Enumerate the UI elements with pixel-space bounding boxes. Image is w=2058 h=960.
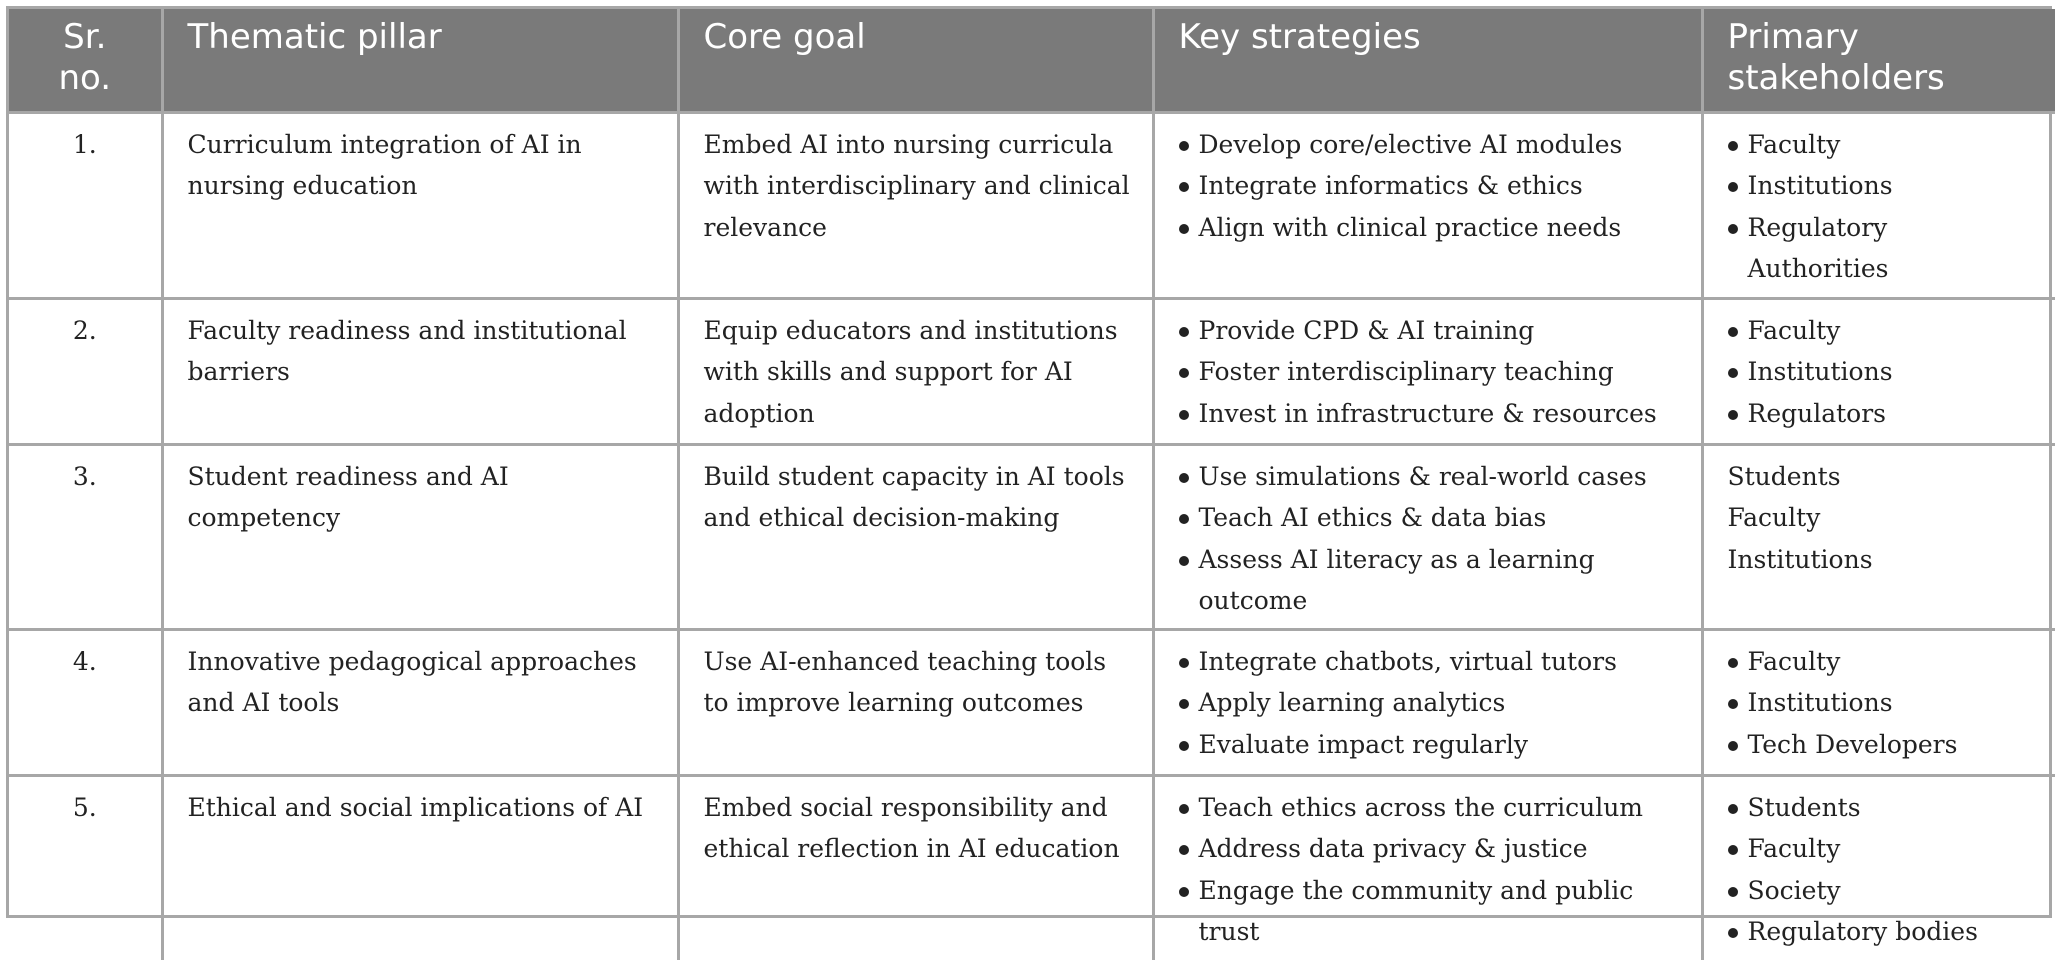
table-body <box>9 112 2055 960</box>
header-primary-stakeholders-label: Primary stakeholders <box>1727 17 1945 98</box>
stakeholder-item: Regulators <box>1728 393 2042 435</box>
table-row <box>9 629 2055 775</box>
strategy-item: Engage the community and public trust <box>1179 870 1687 953</box>
cell-thematic-pillar: Ethical and social implications of AI <box>162 775 678 960</box>
strategy-item: Assess AI literacy as a learning outcome <box>1179 539 1687 622</box>
cell-core-goal: Embed AI into nursing curricula with interdisciplinary and clinical relevance <box>678 112 1153 298</box>
cell-sr-no: 3. <box>9 444 162 629</box>
stakeholder-item: Faculty <box>1728 124 2042 166</box>
cell-core-goal: Embed social responsibility and ethical reflection in AI education <box>678 775 1153 960</box>
strategy-item: Provide CPD & AI training <box>1179 310 1687 352</box>
cell-key-strategies <box>1153 112 1702 298</box>
stakeholder-item: Regulatory bodies <box>1728 911 2042 953</box>
strategy-item: Teach ethics across the curriculum <box>1179 787 1687 829</box>
cell-primary-stakeholders <box>1702 444 2055 629</box>
strategy-item: Teach AI ethics & data bias <box>1179 497 1687 539</box>
strategy-item: Integrate informatics & ethics <box>1179 165 1687 207</box>
cell-primary-stakeholders <box>1702 629 2055 775</box>
cell-sr-no: 4. <box>9 629 162 775</box>
table-row <box>9 298 2055 444</box>
strategy-table <box>9 9 2055 960</box>
strategy-item: Align with clinical practice needs <box>1179 207 1687 249</box>
stakeholder-item: Faculty <box>1728 828 2042 870</box>
strategy-item: Develop core/elective AI modules <box>1179 124 1687 166</box>
cell-sr-no: 2. <box>9 298 162 444</box>
strategy-table-container <box>6 6 2052 946</box>
cell-core-goal: Build student capacity in AI tools and ethical decision-making <box>678 444 1153 629</box>
stakeholder-list <box>1728 456 2042 581</box>
table-row <box>9 444 2055 629</box>
strategy-item: Use simulations & real-world cases <box>1179 456 1687 498</box>
stakeholder-item: Institutions <box>1727 544 1873 574</box>
cell-thematic-pillar: Faculty readiness and institutional barriers <box>162 298 678 444</box>
cell-sr-no: 1. <box>9 112 162 298</box>
stakeholder-item: Regulatory Authorities <box>1728 207 2042 290</box>
stakeholder-item: Faculty <box>1728 310 2042 352</box>
stakeholder-item: Students <box>1727 461 1841 491</box>
stakeholder-item: Students <box>1728 787 2042 829</box>
cell-sr-no: 5. <box>9 775 162 960</box>
table-header <box>9 9 2055 112</box>
cell-thematic-pillar: Student readiness and AI competency <box>162 444 678 629</box>
header-sr-no-label: Sr. no. <box>58 17 112 98</box>
cell-core-goal: Equip educators and institutions with skills and support for AI adoption <box>678 298 1153 444</box>
cell-primary-stakeholders <box>1702 298 2055 444</box>
strategy-list <box>1179 310 1687 435</box>
cell-primary-stakeholders <box>1702 775 2055 960</box>
strategy-list <box>1179 456 1687 622</box>
strategy-item: Evaluate impact regularly <box>1179 724 1687 766</box>
stakeholder-item: Tech Developers <box>1728 724 2042 766</box>
header-key-strategies: Key strategies <box>1153 9 1702 112</box>
header-thematic-pillar: Thematic pillar <box>162 9 678 112</box>
stakeholder-list <box>1728 310 2042 435</box>
header-sr-no <box>9 9 162 112</box>
stakeholder-list <box>1728 641 2042 766</box>
cell-thematic-pillar: Innovative pedagogical approaches and AI tools <box>162 629 678 775</box>
strategy-item: Address data privacy & justice <box>1179 828 1687 870</box>
cell-key-strategies <box>1153 629 1702 775</box>
stakeholder-item: Faculty <box>1728 641 2042 683</box>
cell-primary-stakeholders <box>1702 112 2055 298</box>
strategy-item: Integrate chatbots, virtual tutors <box>1179 641 1687 683</box>
strategy-list <box>1179 641 1687 766</box>
table-row <box>9 775 2055 960</box>
cell-key-strategies <box>1153 444 1702 629</box>
stakeholder-item: Society <box>1728 870 2042 912</box>
cell-thematic-pillar: Curriculum integration of AI in nursing education <box>162 112 678 298</box>
stakeholder-item: Institutions <box>1728 682 2042 724</box>
strategy-item: Foster interdisciplinary teaching <box>1179 351 1687 393</box>
stakeholder-item: Institutions <box>1728 351 2042 393</box>
cell-key-strategies <box>1153 775 1702 960</box>
stakeholder-item: Faculty <box>1727 503 1821 532</box>
header-core-goal: Core goal <box>678 9 1153 112</box>
stakeholder-item: Institutions <box>1728 165 2042 207</box>
strategy-list <box>1179 124 1687 249</box>
stakeholder-list <box>1728 124 2042 290</box>
cell-core-goal: Use AI-enhanced teaching tools to improve learning outcomes <box>678 629 1153 775</box>
header-row <box>9 9 2055 112</box>
header-primary-stakeholders <box>1702 9 2055 112</box>
strategy-item: Invest in infrastructure & resources <box>1179 393 1687 435</box>
cell-key-strategies <box>1153 298 1702 444</box>
strategy-item: Apply learning analytics <box>1179 682 1687 724</box>
table-row <box>9 112 2055 298</box>
